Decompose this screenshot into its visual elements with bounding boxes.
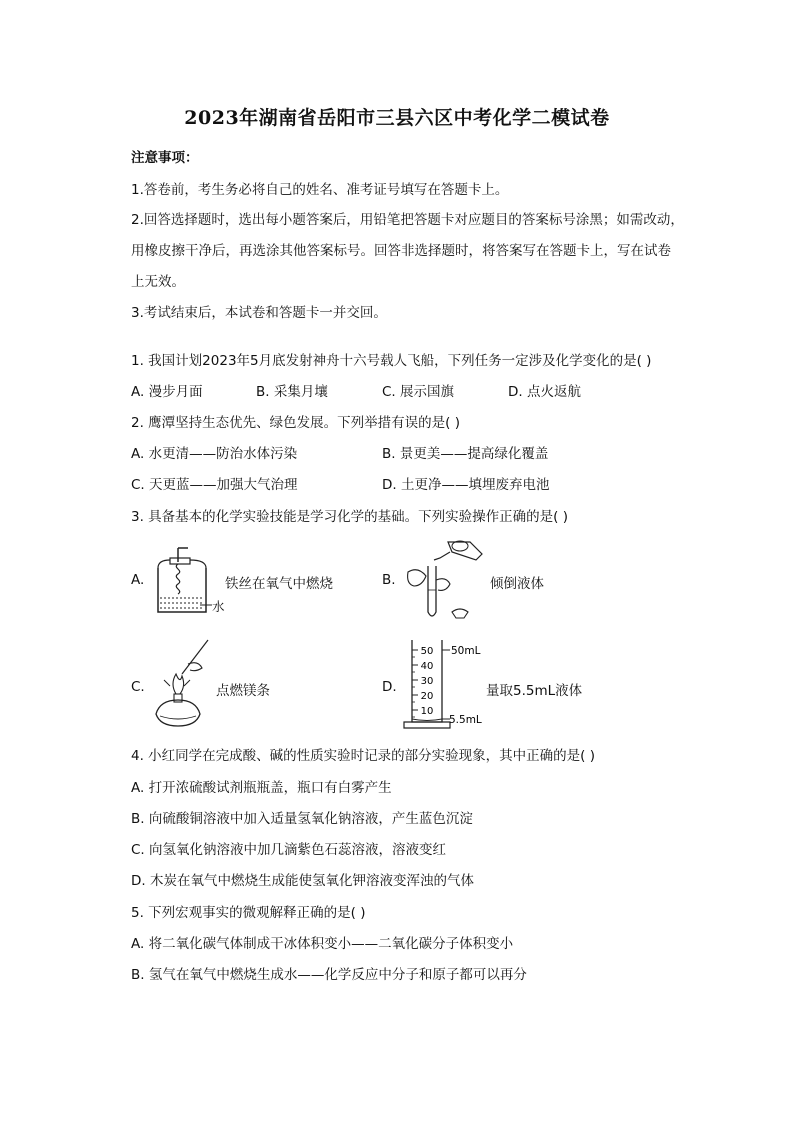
cylinder-scale-20: 20 (420, 691, 434, 702)
cylinder-scale-30: 30 (420, 676, 434, 687)
q1-option-a: A. 漫步月面 (131, 384, 203, 400)
notice-item: 3.考试结束后，本试卷和答题卡一并交回。 (131, 305, 387, 321)
notice-item: 用橡皮擦干净后，再选涂其他答案标号。回答非选择题时，将答案写在答题卡上，写在试卷 (131, 243, 671, 259)
q3-option-d-caption: 量取5.5mL液体 (486, 683, 583, 699)
q1-option-c: C. 展示国旗 (382, 384, 455, 400)
cylinder-scale-50: 50 (420, 646, 434, 657)
q2-option-a: A. 水更清——防治水体污染 (131, 446, 298, 462)
q5-option-a: A. 将二氧化碳气体制成干冰体积变小——二氧化碳分子体积变小 (131, 936, 514, 952)
q4-option-c: C. 向氢氧化钠溶液中加几滴紫色石蕊溶液，溶液变红 (131, 842, 447, 858)
q3-option-b-letter: B. (382, 572, 396, 588)
cylinder-bottom-mark: 5.5mL (449, 714, 482, 726)
q3-water-label: 水 (212, 599, 225, 614)
q1-option-d: D. 点火返航 (508, 384, 581, 400)
q3-option-b-caption: 倾倒液体 (490, 576, 544, 592)
exam-title: 2023年湖南省岳阳市三县六区中考化学二模试卷 (184, 107, 610, 129)
q2-option-b: B. 景更美——提高绿化覆盖 (382, 446, 549, 462)
notice-item: 1.答卷前，考生务必将自己的姓名、准考证号填写在答题卡上。 (131, 182, 509, 198)
q4-option-d: D. 木炭在氧气中燃烧生成能使氢氧化钾溶液变浑浊的气体 (131, 873, 474, 889)
notice-heading: 注意事项： (131, 150, 199, 166)
cylinder-top-mark: 50mL (451, 645, 481, 657)
q3-option-c-caption: 点燃镁条 (216, 683, 270, 699)
q2-option-c: C. 天更蓝——加强大气治理 (131, 477, 298, 493)
q3-option-d-letter: D. (382, 679, 397, 695)
pour-liquid-figure (400, 536, 492, 628)
graduated-cylinder-figure (398, 636, 488, 732)
question-1-stem: 1. 我国计划2023年5月底发射神舟十六号载人飞船，下列任务一定涉及化学变化的是( ) (131, 353, 652, 369)
q2-option-d: D. 土更净——填埋废弃电池 (382, 477, 550, 493)
q1-option-b: B. 采集月壤 (256, 384, 328, 400)
alcohol-lamp-figure (146, 636, 216, 732)
question-4-stem: 4. 小红同学在完成酸、碱的性质实验时记录的部分实验现象，其中正确的是( ) (131, 748, 595, 764)
question-3-stem: 3. 具备基本的化学实验技能是学习化学的基础。下列实验操作正确的是( ) (131, 509, 568, 525)
notice-item: 上无效。 (131, 274, 185, 290)
notice-item: 2.回答选择题时，选出每小题答案后，用铅笔把答题卡对应题目的答案标号涂黑；如需改动， (131, 212, 684, 228)
q5-option-b: B. 氢气在氧气中燃烧生成水——化学反应中分子和原子都可以再分 (131, 967, 527, 983)
cylinder-scale-40: 40 (420, 661, 434, 672)
question-5-stem: 5. 下列宏观事实的微观解释正确的是( ) (131, 905, 366, 921)
q3-option-a-caption: 铁丝在氧气中燃烧 (225, 576, 333, 592)
cylinder-scale-10: 10 (420, 706, 434, 717)
q3-option-a-letter: A. (131, 572, 145, 588)
q4-option-a: A. 打开浓硫酸试剂瓶瓶盖，瓶口有白雾产生 (131, 780, 392, 796)
q4-option-b: B. 向硫酸铜溶液中加入适量氢氧化钠溶液，产生蓝色沉淀 (131, 811, 473, 827)
q3-option-c-letter: C. (131, 679, 145, 695)
question-2-stem: 2. 鹰潭坚持生态优先、绿色发展。下列举措有误的是( ) (131, 415, 460, 431)
